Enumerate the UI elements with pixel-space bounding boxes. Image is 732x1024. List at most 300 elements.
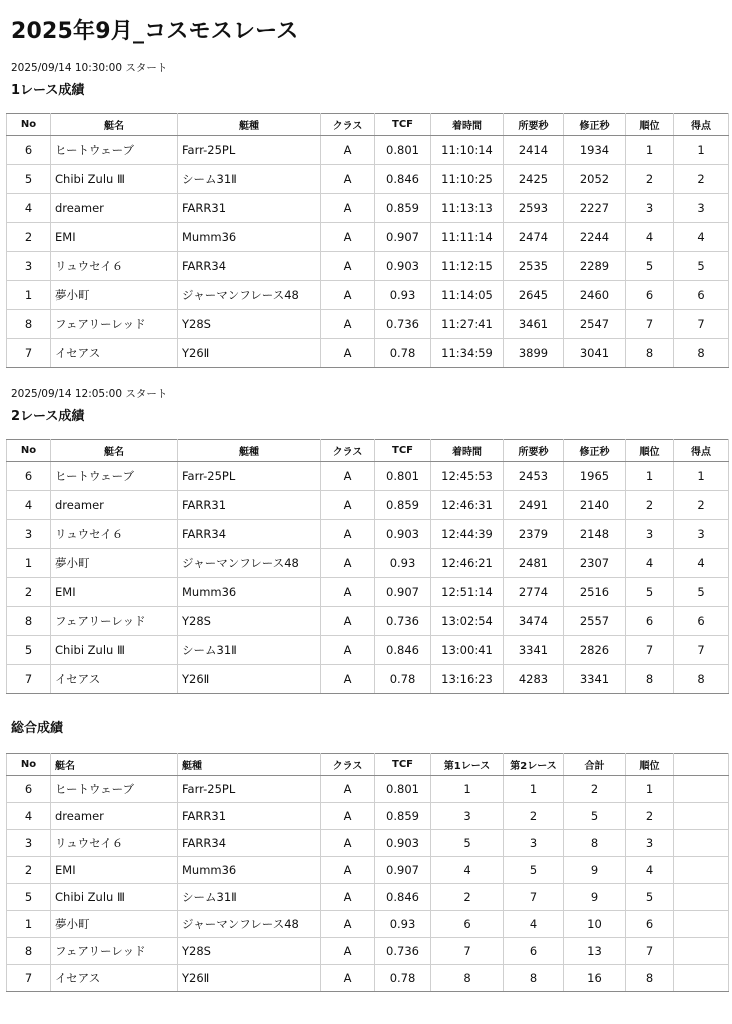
table-cell: 5 <box>7 884 51 911</box>
table-cell: 8 <box>504 965 564 992</box>
table-cell: 9 <box>564 884 626 911</box>
table-cell: イセアス <box>51 665 178 694</box>
table-cell: 5 <box>7 636 51 665</box>
table-cell: Farr-25PL <box>178 776 321 803</box>
table-cell: 2414 <box>504 136 564 165</box>
table-cell: A <box>321 857 375 884</box>
column-header: クラス <box>321 114 375 136</box>
table-cell: ヒートウェーブ <box>51 462 178 491</box>
table-cell: A <box>321 549 375 578</box>
table-cell: イセアス <box>51 339 178 368</box>
table-cell: 2774 <box>504 578 564 607</box>
table-cell: Y28S <box>178 310 321 339</box>
table-cell: A <box>321 884 375 911</box>
table-cell: A <box>321 339 375 368</box>
race2-start-time: 2025/09/14 12:05:00 スタート <box>11 388 168 400</box>
table-cell: 6 <box>7 776 51 803</box>
column-header: TCF <box>375 754 431 776</box>
table-cell: 2 <box>431 884 504 911</box>
table-cell: 3 <box>626 194 674 223</box>
table-row <box>7 911 729 938</box>
column-header: 順位 <box>626 754 674 776</box>
table-cell: 2557 <box>564 607 626 636</box>
table-cell: 5 <box>626 884 674 911</box>
table-cell: 6 <box>431 911 504 938</box>
table-row <box>7 136 729 165</box>
table-cell: 2547 <box>564 310 626 339</box>
table-cell: 8 <box>626 965 674 992</box>
table-cell: 2 <box>674 165 729 194</box>
table-cell: A <box>321 252 375 281</box>
table-row <box>7 339 729 368</box>
table-row <box>7 665 729 694</box>
table-cell: 2826 <box>564 636 626 665</box>
table-cell: 6 <box>7 462 51 491</box>
table-cell: 13:00:41 <box>431 636 504 665</box>
table-cell: FARR34 <box>178 252 321 281</box>
table-cell: Y26Ⅱ <box>178 665 321 694</box>
table-cell: 8 <box>674 339 729 368</box>
table-cell <box>674 965 729 992</box>
table-cell: 5 <box>564 803 626 830</box>
table-cell: 1 <box>674 462 729 491</box>
table-cell: ヒートウェーブ <box>51 776 178 803</box>
table-cell: FARR31 <box>178 803 321 830</box>
table-cell: ジャーマンフレース48 <box>178 911 321 938</box>
table-cell: 2 <box>7 223 51 252</box>
column-header: 艇名 <box>51 440 178 462</box>
table-cell: 8 <box>626 339 674 368</box>
table-cell: Farr-25PL <box>178 136 321 165</box>
column-header <box>674 754 729 776</box>
table-cell: A <box>321 136 375 165</box>
table-cell: 4283 <box>504 665 564 694</box>
table-cell: dreamer <box>51 491 178 520</box>
table-cell: 7 <box>626 636 674 665</box>
table-row <box>7 803 729 830</box>
column-header: 得点 <box>674 440 729 462</box>
table-cell: 8 <box>431 965 504 992</box>
column-header: 得点 <box>674 114 729 136</box>
table-cell: 2 <box>626 165 674 194</box>
table-cell: 2052 <box>564 165 626 194</box>
table-cell: Y26Ⅱ <box>178 965 321 992</box>
table-cell: 6 <box>674 607 729 636</box>
table-cell: 0.907 <box>375 223 431 252</box>
table-cell: EMI <box>51 223 178 252</box>
table-cell: 2148 <box>564 520 626 549</box>
table-row <box>7 884 729 911</box>
table-cell: 0.903 <box>375 252 431 281</box>
table-cell: 8 <box>626 665 674 694</box>
race1-heading: 1レース成績 <box>11 83 85 98</box>
table-cell: 夢小町 <box>51 549 178 578</box>
table-cell: シーム31Ⅱ <box>178 884 321 911</box>
table-cell: 3 <box>7 830 51 857</box>
table-cell: 6 <box>504 938 564 965</box>
table-cell: 3899 <box>504 339 564 368</box>
table-cell: 夢小町 <box>51 281 178 310</box>
table-cell: 1 <box>431 776 504 803</box>
table-cell: 13:16:23 <box>431 665 504 694</box>
table-cell: A <box>321 491 375 520</box>
column-header: No <box>7 114 51 136</box>
column-header: 艇種 <box>178 754 321 776</box>
table-cell: 5 <box>674 252 729 281</box>
table-cell: 4 <box>7 491 51 520</box>
table-cell: 12:46:31 <box>431 491 504 520</box>
table-cell: FARR31 <box>178 491 321 520</box>
table-cell: A <box>321 194 375 223</box>
table-row <box>7 491 729 520</box>
table-cell: Chibi Zulu Ⅲ <box>51 165 178 194</box>
table-cell: 4 <box>431 857 504 884</box>
table-cell: 2453 <box>504 462 564 491</box>
table-cell: 6 <box>626 607 674 636</box>
table-cell: 0.859 <box>375 491 431 520</box>
table-cell: 5 <box>674 578 729 607</box>
table-cell: 12:44:39 <box>431 520 504 549</box>
table-cell: 12:45:53 <box>431 462 504 491</box>
table-cell: 1 <box>626 462 674 491</box>
table-cell <box>674 803 729 830</box>
table-cell: 3461 <box>504 310 564 339</box>
table-cell: 7 <box>674 310 729 339</box>
table-cell: 5 <box>626 252 674 281</box>
column-header: 着時間 <box>431 114 504 136</box>
table-cell: 11:13:13 <box>431 194 504 223</box>
column-header: 艇種 <box>178 114 321 136</box>
table-cell: 1 <box>7 549 51 578</box>
table-cell: 7 <box>7 339 51 368</box>
table-cell: 2535 <box>504 252 564 281</box>
table-cell: 3041 <box>564 339 626 368</box>
table-cell: 8 <box>7 938 51 965</box>
table-cell: A <box>321 223 375 252</box>
table-cell: A <box>321 607 375 636</box>
table-cell: フェアリーレッド <box>51 938 178 965</box>
table-cell: 9 <box>564 857 626 884</box>
table-cell: EMI <box>51 857 178 884</box>
table-cell: 11:10:25 <box>431 165 504 194</box>
table-cell: 2491 <box>504 491 564 520</box>
table-cell: 0.736 <box>375 607 431 636</box>
table-cell: 1 <box>674 136 729 165</box>
table-row <box>7 549 729 578</box>
table-cell: 2474 <box>504 223 564 252</box>
table-cell: 6 <box>674 281 729 310</box>
table-cell: 6 <box>7 136 51 165</box>
table-cell: A <box>321 636 375 665</box>
column-header: 順位 <box>626 440 674 462</box>
column-header: クラス <box>321 754 375 776</box>
table-cell: 0.801 <box>375 136 431 165</box>
table-cell: 13:02:54 <box>431 607 504 636</box>
table-cell: Mumm36 <box>178 578 321 607</box>
table-cell: Chibi Zulu Ⅲ <box>51 884 178 911</box>
table-cell: 10 <box>564 911 626 938</box>
table-cell: 11:27:41 <box>431 310 504 339</box>
column-header: No <box>7 754 51 776</box>
table-cell: 4 <box>626 549 674 578</box>
table-cell: 3341 <box>564 665 626 694</box>
table-cell: 7 <box>7 965 51 992</box>
table-cell: 0.903 <box>375 830 431 857</box>
table-cell: 11:12:15 <box>431 252 504 281</box>
table-cell: A <box>321 665 375 694</box>
table-cell <box>674 857 729 884</box>
table-cell: 7 <box>674 636 729 665</box>
table-cell: 11:34:59 <box>431 339 504 368</box>
column-header: No <box>7 440 51 462</box>
table-cell: フェアリーレッド <box>51 310 178 339</box>
table-cell: A <box>321 776 375 803</box>
table-cell: ヒートウェーブ <box>51 136 178 165</box>
table-row <box>7 520 729 549</box>
table-cell: FARR34 <box>178 830 321 857</box>
table-cell: 3 <box>674 194 729 223</box>
table-cell: 2 <box>7 578 51 607</box>
table-cell: A <box>321 830 375 857</box>
table-cell: dreamer <box>51 803 178 830</box>
table-cell: 2 <box>7 857 51 884</box>
table-cell: 7 <box>626 938 674 965</box>
table-cell: 2244 <box>564 223 626 252</box>
table-cell: 8 <box>564 830 626 857</box>
table-cell: 1965 <box>564 462 626 491</box>
table-cell: 13 <box>564 938 626 965</box>
table-cell: 4 <box>7 803 51 830</box>
table-cell: FARR34 <box>178 520 321 549</box>
table-cell: 2 <box>626 803 674 830</box>
table-cell: 2307 <box>564 549 626 578</box>
column-header: TCF <box>375 114 431 136</box>
table-row <box>7 310 729 339</box>
table-cell: 2 <box>626 491 674 520</box>
table-cell: 7 <box>504 884 564 911</box>
column-header: 艇名 <box>51 114 178 136</box>
table-cell: 2425 <box>504 165 564 194</box>
table-cell: 5 <box>7 165 51 194</box>
table-cell: 3 <box>7 252 51 281</box>
column-header: 艇種 <box>178 440 321 462</box>
table-cell: 3 <box>626 520 674 549</box>
table-cell: Mumm36 <box>178 223 321 252</box>
table-cell: リュウセイ６ <box>51 520 178 549</box>
table-cell: ジャーマンフレース48 <box>178 549 321 578</box>
table-cell: 0.859 <box>375 803 431 830</box>
table-cell: 4 <box>7 194 51 223</box>
column-header: クラス <box>321 440 375 462</box>
table-row <box>7 252 729 281</box>
table-cell: 8 <box>7 607 51 636</box>
table-cell: A <box>321 803 375 830</box>
table-row <box>7 165 729 194</box>
column-header: 合計 <box>564 754 626 776</box>
table-cell: 3 <box>7 520 51 549</box>
table-row <box>7 462 729 491</box>
table-cell: 0.846 <box>375 636 431 665</box>
table-cell: 3 <box>431 803 504 830</box>
table-cell: FARR31 <box>178 194 321 223</box>
table-cell: イセアス <box>51 965 178 992</box>
table-cell: EMI <box>51 578 178 607</box>
race1-start-time: 2025/09/14 10:30:00 スタート <box>11 62 168 74</box>
table-cell: リュウセイ６ <box>51 252 178 281</box>
table-cell: 1 <box>7 911 51 938</box>
table-cell: 夢小町 <box>51 911 178 938</box>
table-row <box>7 776 729 803</box>
table-row <box>7 281 729 310</box>
table-cell: 0.801 <box>375 462 431 491</box>
table-cell: 2227 <box>564 194 626 223</box>
table-row <box>7 607 729 636</box>
table-cell: 2 <box>564 776 626 803</box>
table-cell: 1 <box>626 776 674 803</box>
table-row <box>7 636 729 665</box>
table-cell: 16 <box>564 965 626 992</box>
table-cell: 0.859 <box>375 194 431 223</box>
table-cell: 0.78 <box>375 965 431 992</box>
table-cell: 0.736 <box>375 938 431 965</box>
table-cell: 6 <box>626 281 674 310</box>
table-cell: 8 <box>674 665 729 694</box>
table-cell: 0.736 <box>375 310 431 339</box>
table-cell: A <box>321 165 375 194</box>
table-cell: 2516 <box>564 578 626 607</box>
column-header: 第1レース <box>431 754 504 776</box>
table-cell: 2 <box>674 491 729 520</box>
column-header: 所要秒 <box>504 114 564 136</box>
table-cell: ジャーマンフレース48 <box>178 281 321 310</box>
table-row <box>7 830 729 857</box>
table-cell: A <box>321 310 375 339</box>
table-cell <box>674 884 729 911</box>
table-cell: Chibi Zulu Ⅲ <box>51 636 178 665</box>
table-cell: シーム31Ⅱ <box>178 636 321 665</box>
table-cell: 4 <box>674 549 729 578</box>
table-cell: 7 <box>7 665 51 694</box>
table-row <box>7 857 729 884</box>
table-cell: 0.846 <box>375 165 431 194</box>
table-cell: A <box>321 462 375 491</box>
table-cell: 3 <box>626 830 674 857</box>
table-cell: 2379 <box>504 520 564 549</box>
column-header: 修正秒 <box>564 114 626 136</box>
table-cell: 0.93 <box>375 911 431 938</box>
table-cell: 0.93 <box>375 281 431 310</box>
table-cell: 2481 <box>504 549 564 578</box>
table-cell: シーム31Ⅱ <box>178 165 321 194</box>
table-cell: 2140 <box>564 491 626 520</box>
table-row <box>7 194 729 223</box>
table-cell: 7 <box>431 938 504 965</box>
table-cell: 6 <box>626 911 674 938</box>
table-cell <box>674 776 729 803</box>
table-cell: 4 <box>504 911 564 938</box>
column-header: 所要秒 <box>504 440 564 462</box>
table-cell: 11:11:14 <box>431 223 504 252</box>
table-cell <box>674 938 729 965</box>
table-cell: 0.801 <box>375 776 431 803</box>
table-cell: 5 <box>504 857 564 884</box>
table-cell: Y26Ⅱ <box>178 339 321 368</box>
overall-heading: 総合成績 <box>11 721 64 736</box>
table-cell: 7 <box>626 310 674 339</box>
table-cell: 12:51:14 <box>431 578 504 607</box>
table-cell: 3 <box>674 520 729 549</box>
table-cell: 1934 <box>564 136 626 165</box>
table-cell <box>674 830 729 857</box>
column-header: 順位 <box>626 114 674 136</box>
table-cell: A <box>321 911 375 938</box>
table-cell: 0.93 <box>375 549 431 578</box>
table-cell: リュウセイ６ <box>51 830 178 857</box>
table-cell: A <box>321 938 375 965</box>
overall-results-table <box>6 753 729 992</box>
table-cell: dreamer <box>51 194 178 223</box>
table-cell: A <box>321 578 375 607</box>
table-cell: A <box>321 965 375 992</box>
table-cell: 5 <box>431 830 504 857</box>
table-cell: 2460 <box>564 281 626 310</box>
table-cell: 1 <box>504 776 564 803</box>
table-cell: 2593 <box>504 194 564 223</box>
table-row <box>7 938 729 965</box>
table-cell: Farr-25PL <box>178 462 321 491</box>
table-cell: 4 <box>626 857 674 884</box>
table-cell: 3 <box>504 830 564 857</box>
table-row <box>7 223 729 252</box>
table-cell: 0.907 <box>375 857 431 884</box>
table-cell: 1 <box>7 281 51 310</box>
table-cell: A <box>321 520 375 549</box>
column-header: 修正秒 <box>564 440 626 462</box>
table-cell: 3341 <box>504 636 564 665</box>
column-header: 艇名 <box>51 754 178 776</box>
table-cell: 3474 <box>504 607 564 636</box>
race2-results-table <box>6 439 729 694</box>
table-cell: 4 <box>626 223 674 252</box>
table-cell: 1 <box>626 136 674 165</box>
table-cell: 2645 <box>504 281 564 310</box>
column-header: TCF <box>375 440 431 462</box>
table-cell: A <box>321 281 375 310</box>
table-cell: 0.903 <box>375 520 431 549</box>
table-cell: 0.846 <box>375 884 431 911</box>
table-cell: 11:14:05 <box>431 281 504 310</box>
table-cell: Y28S <box>178 607 321 636</box>
table-cell: Y28S <box>178 938 321 965</box>
table-row <box>7 965 729 992</box>
table-cell: 4 <box>674 223 729 252</box>
table-cell: Mumm36 <box>178 857 321 884</box>
race2-heading: 2レース成績 <box>11 409 85 424</box>
table-cell: 2 <box>504 803 564 830</box>
page-title: 2025年9月_コスモスレース <box>11 19 299 44</box>
table-cell: 0.78 <box>375 339 431 368</box>
table-cell <box>674 911 729 938</box>
column-header: 第2レース <box>504 754 564 776</box>
table-cell: 8 <box>7 310 51 339</box>
table-cell: 2289 <box>564 252 626 281</box>
table-cell: 11:10:14 <box>431 136 504 165</box>
table-cell: 12:46:21 <box>431 549 504 578</box>
table-cell: 0.78 <box>375 665 431 694</box>
table-cell: 5 <box>626 578 674 607</box>
race1-results-table <box>6 113 729 368</box>
table-row <box>7 578 729 607</box>
